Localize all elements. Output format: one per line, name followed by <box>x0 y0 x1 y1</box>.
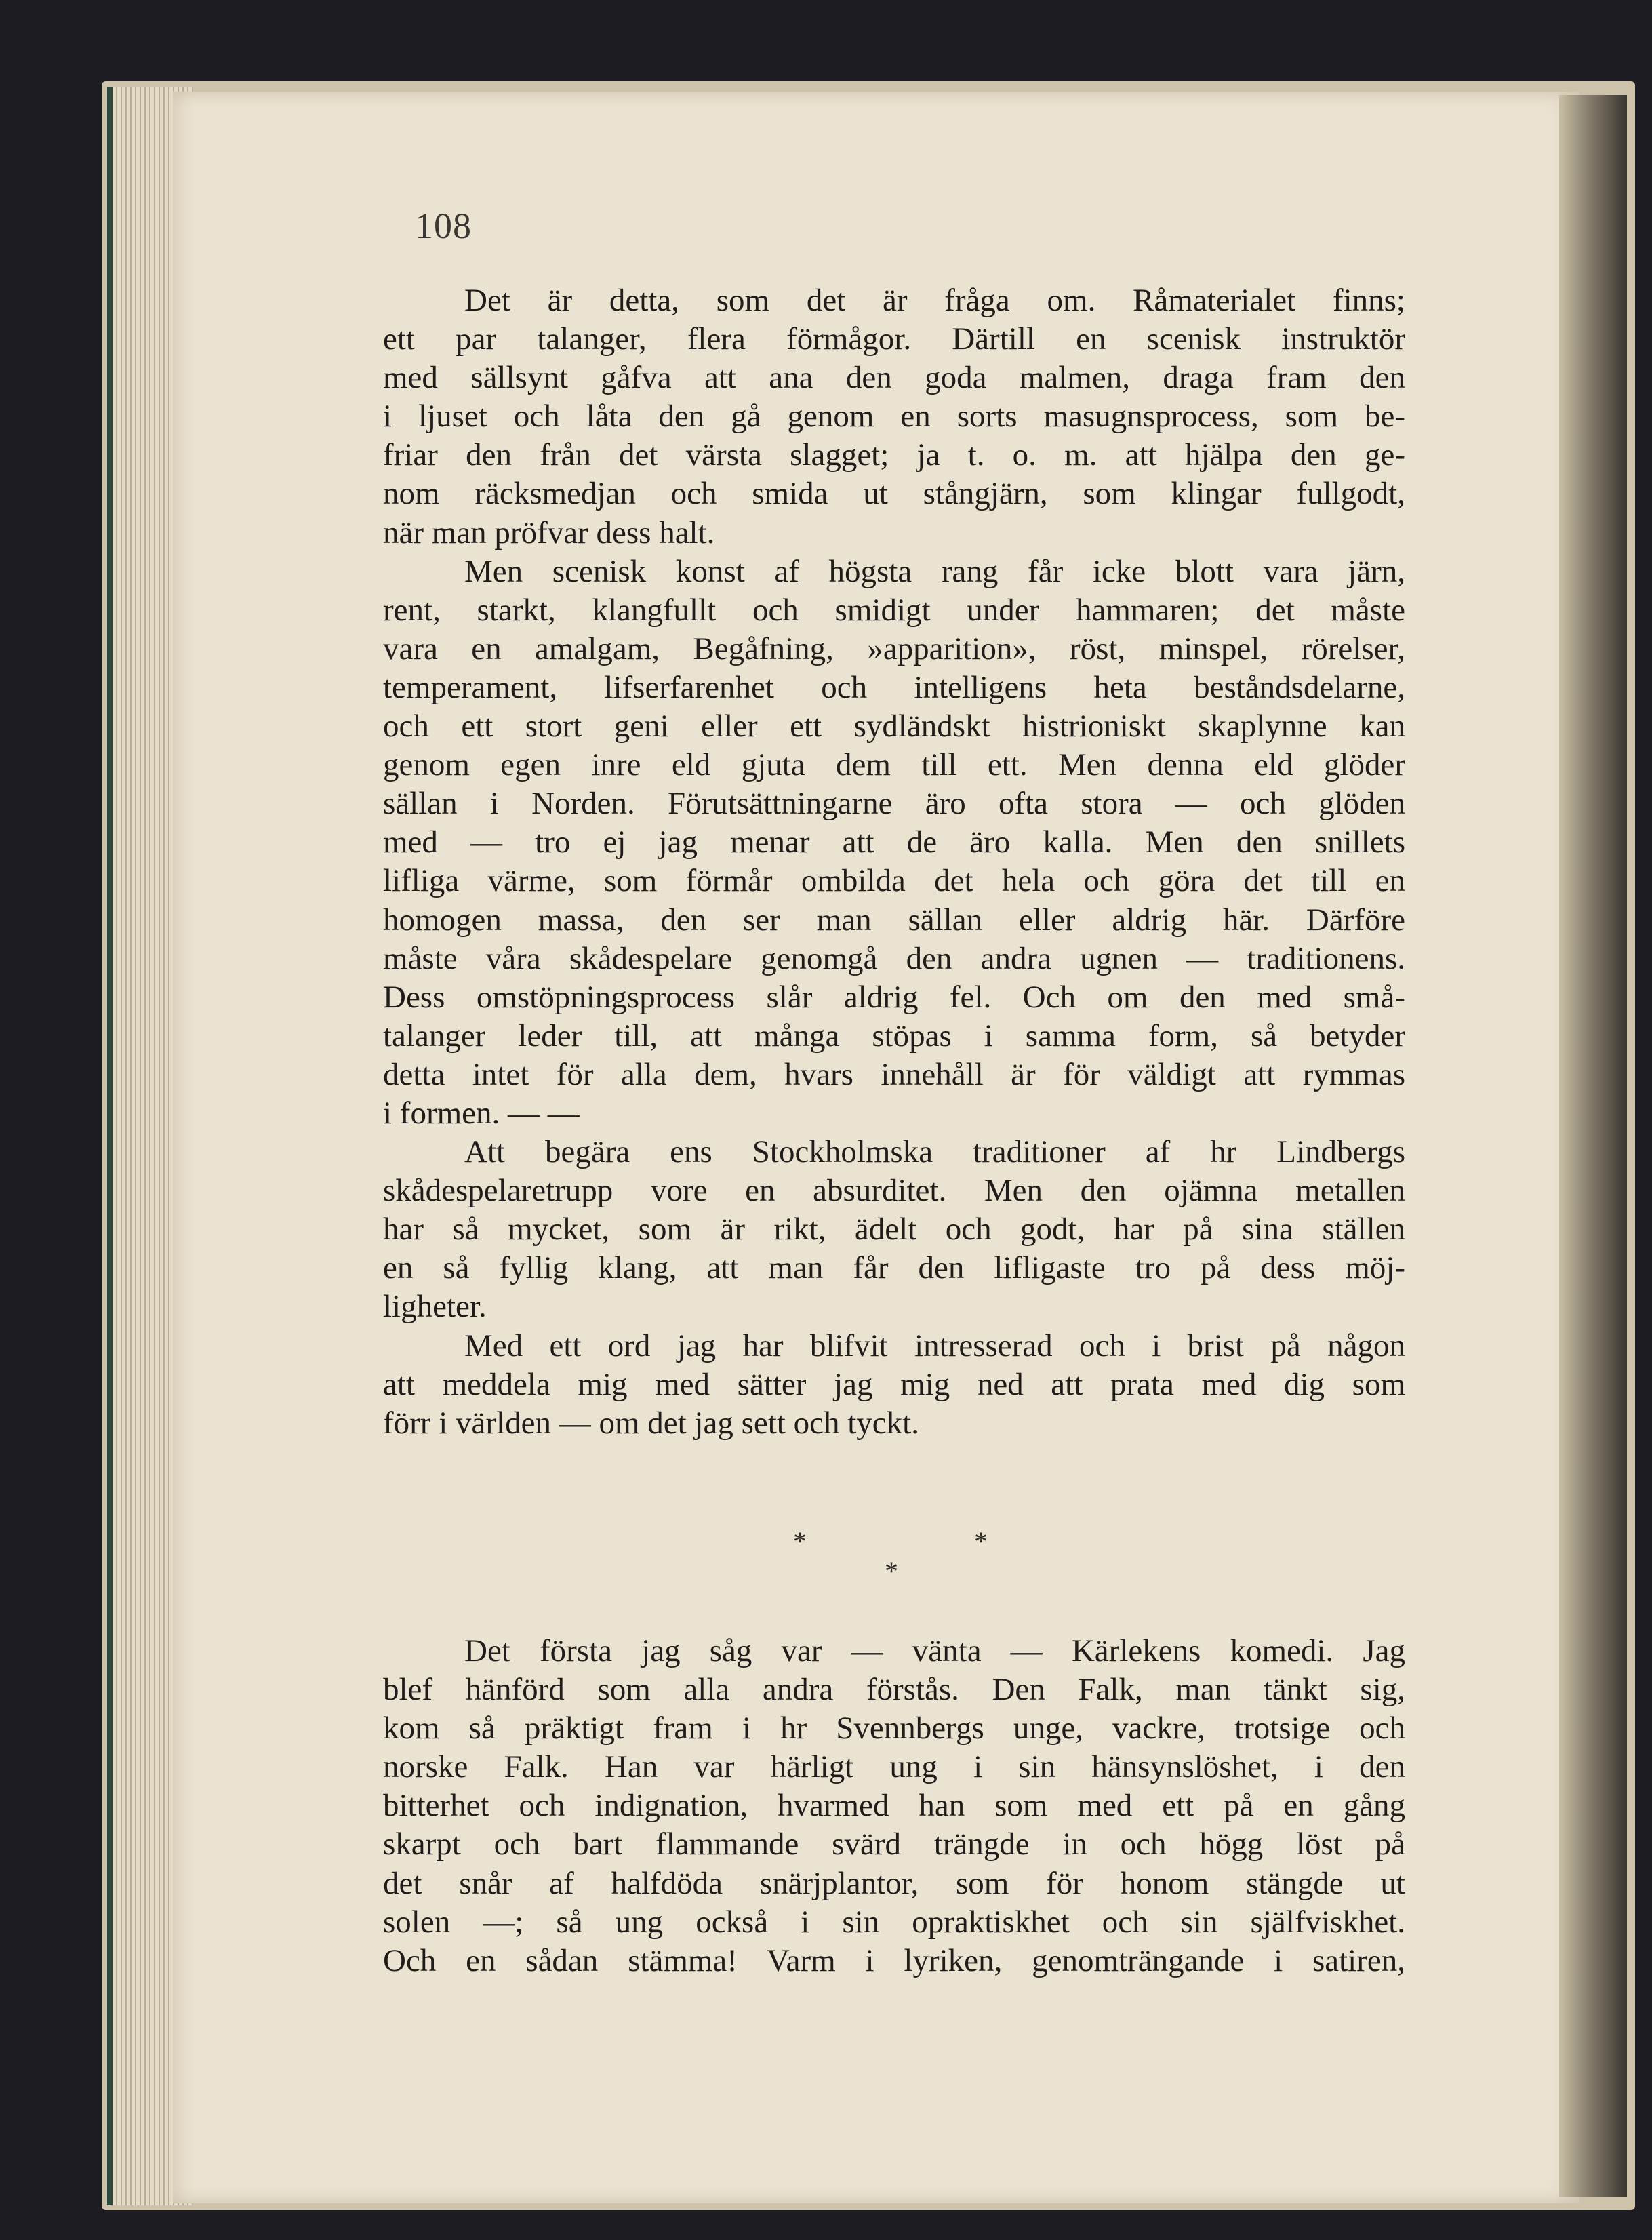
separator-star-right: * <box>974 1526 988 1557</box>
text-line: och ett stort geni eller ett sydländskt histrioniskt skaplynne kan <box>383 708 1405 744</box>
text-line: Det första jag såg var — vänta — Kärlekens komedi. Jag <box>464 1633 1405 1668</box>
text-line: Med ett ord jag har blifvit intresserad och i brist på någon <box>464 1327 1405 1363</box>
book-spine <box>1559 95 1627 2197</box>
text-block-1 <box>383 281 1405 1443</box>
text-line: det snår af halfdöda snärjplantor, som för honom stängde ut <box>383 1865 1405 1901</box>
text-line: bitterhet och indignation, hvarmed han som med ett på en gång <box>383 1788 1405 1824</box>
text-line: förr i världen — om det jag sett och tyckt. <box>383 1405 919 1441</box>
text-line: talanger leder till, att många stöpas i samma form, så betyder <box>383 1018 1405 1054</box>
text-line: temperament, lifserfarenhet och intelligens heta beståndsdelarne, <box>383 669 1405 705</box>
text-line: Och en sådan stämma! Varm i lyriken, genomträngande i satiren, <box>383 1942 1405 1978</box>
separator-star-center: * <box>885 1556 898 1586</box>
text-line: i ljuset och låta den gå genom en sorts masugnsprocess, som be- <box>383 399 1405 435</box>
text-line: ett par talanger, flera förmågor. Därtill en scenisk instruktör <box>383 321 1405 357</box>
text-line: kom så präktigt fram i hr Svennbergs unge, vackre, trotsige och <box>383 1711 1405 1746</box>
text-line: Dess omstöpningsprocess slår aldrig fel. Och om den med små- <box>383 979 1405 1015</box>
text-line: en så fyllig klang, att man får den lifligaste tro på dess möj- <box>383 1250 1405 1286</box>
text-line: skådespelaretrupp vore en absurditet. Men den ojämna metallen <box>383 1173 1405 1209</box>
text-line: Det är detta, som det är fråga om. Råmaterialet finns; <box>464 283 1405 318</box>
text-line: friar den från det värsta slagget; ja t. o. m. att hjälpa den ge- <box>383 437 1405 473</box>
text-line: blef hänförd som alla andra förstås. Den Falk, man tänkt sig, <box>383 1672 1405 1708</box>
text-line: Men scenisk konst af högsta rang får icke blott vara järn, <box>464 553 1405 589</box>
text-block-2 <box>383 1632 1405 1980</box>
text-line: måste våra skådespelare genomgå den andra ugnen — traditionens. <box>383 940 1405 976</box>
text-line: har så mycket, som är rikt, ädelt och godt, har på sina ställen <box>383 1212 1405 1247</box>
page-number: 108 <box>415 205 472 246</box>
text-line: detta intet för alla dem, hvars innehåll är för väldigt att rymmas <box>383 1056 1405 1092</box>
text-line: rent, starkt, klangfullt och smidigt under hammaren; det måste <box>383 592 1405 628</box>
text-line: genom egen inre eld gjuta dem till ett. Men denna eld glöder <box>383 747 1405 783</box>
text-line: solen —; så ung också i sin opraktiskhet och sin själfviskhet. <box>383 1904 1405 1940</box>
text-line: norske Falk. Han var härligt ung i sin hänsynslöshet, i den <box>383 1749 1405 1785</box>
text-line: ligheter. <box>383 1289 487 1325</box>
text-line: lifliga värme, som förmår ombilda det hela och göra det till en <box>383 863 1405 899</box>
text-line: sällan i Norden. Förutsättningarne äro ofta stora — och glöden <box>383 786 1405 822</box>
text-line: när man pröfvar dess halt. <box>383 515 715 551</box>
text-line: i formen. — — <box>383 1095 580 1131</box>
text-line: homogen massa, den ser man sällan eller aldrig här. Därföre <box>383 902 1405 938</box>
text-line: med sällsynt gåfva att ana den goda malmen, draga fram den <box>383 360 1405 396</box>
section-separator <box>383 1525 1405 1600</box>
text-line: skarpt och bart flammande svärd trängde in och högg löst på <box>383 1826 1405 1862</box>
text-line: med — tro ej jag menar att de äro kalla. Men den snillets <box>383 824 1405 860</box>
separator-star-left: * <box>793 1526 807 1557</box>
text-line: nom räcksmedjan och smida ut stångjärn, som klingar fullgodt, <box>383 476 1405 512</box>
text-line: att meddela mig med sätter jag mig ned att prata med dig som <box>383 1366 1405 1402</box>
text-line: Att begära ens Stockholmska traditioner af hr Lindbergs <box>464 1134 1405 1170</box>
text-line: vara en amalgam, Begåfning, »apparition», röst, minspel, rörelser, <box>383 631 1405 666</box>
